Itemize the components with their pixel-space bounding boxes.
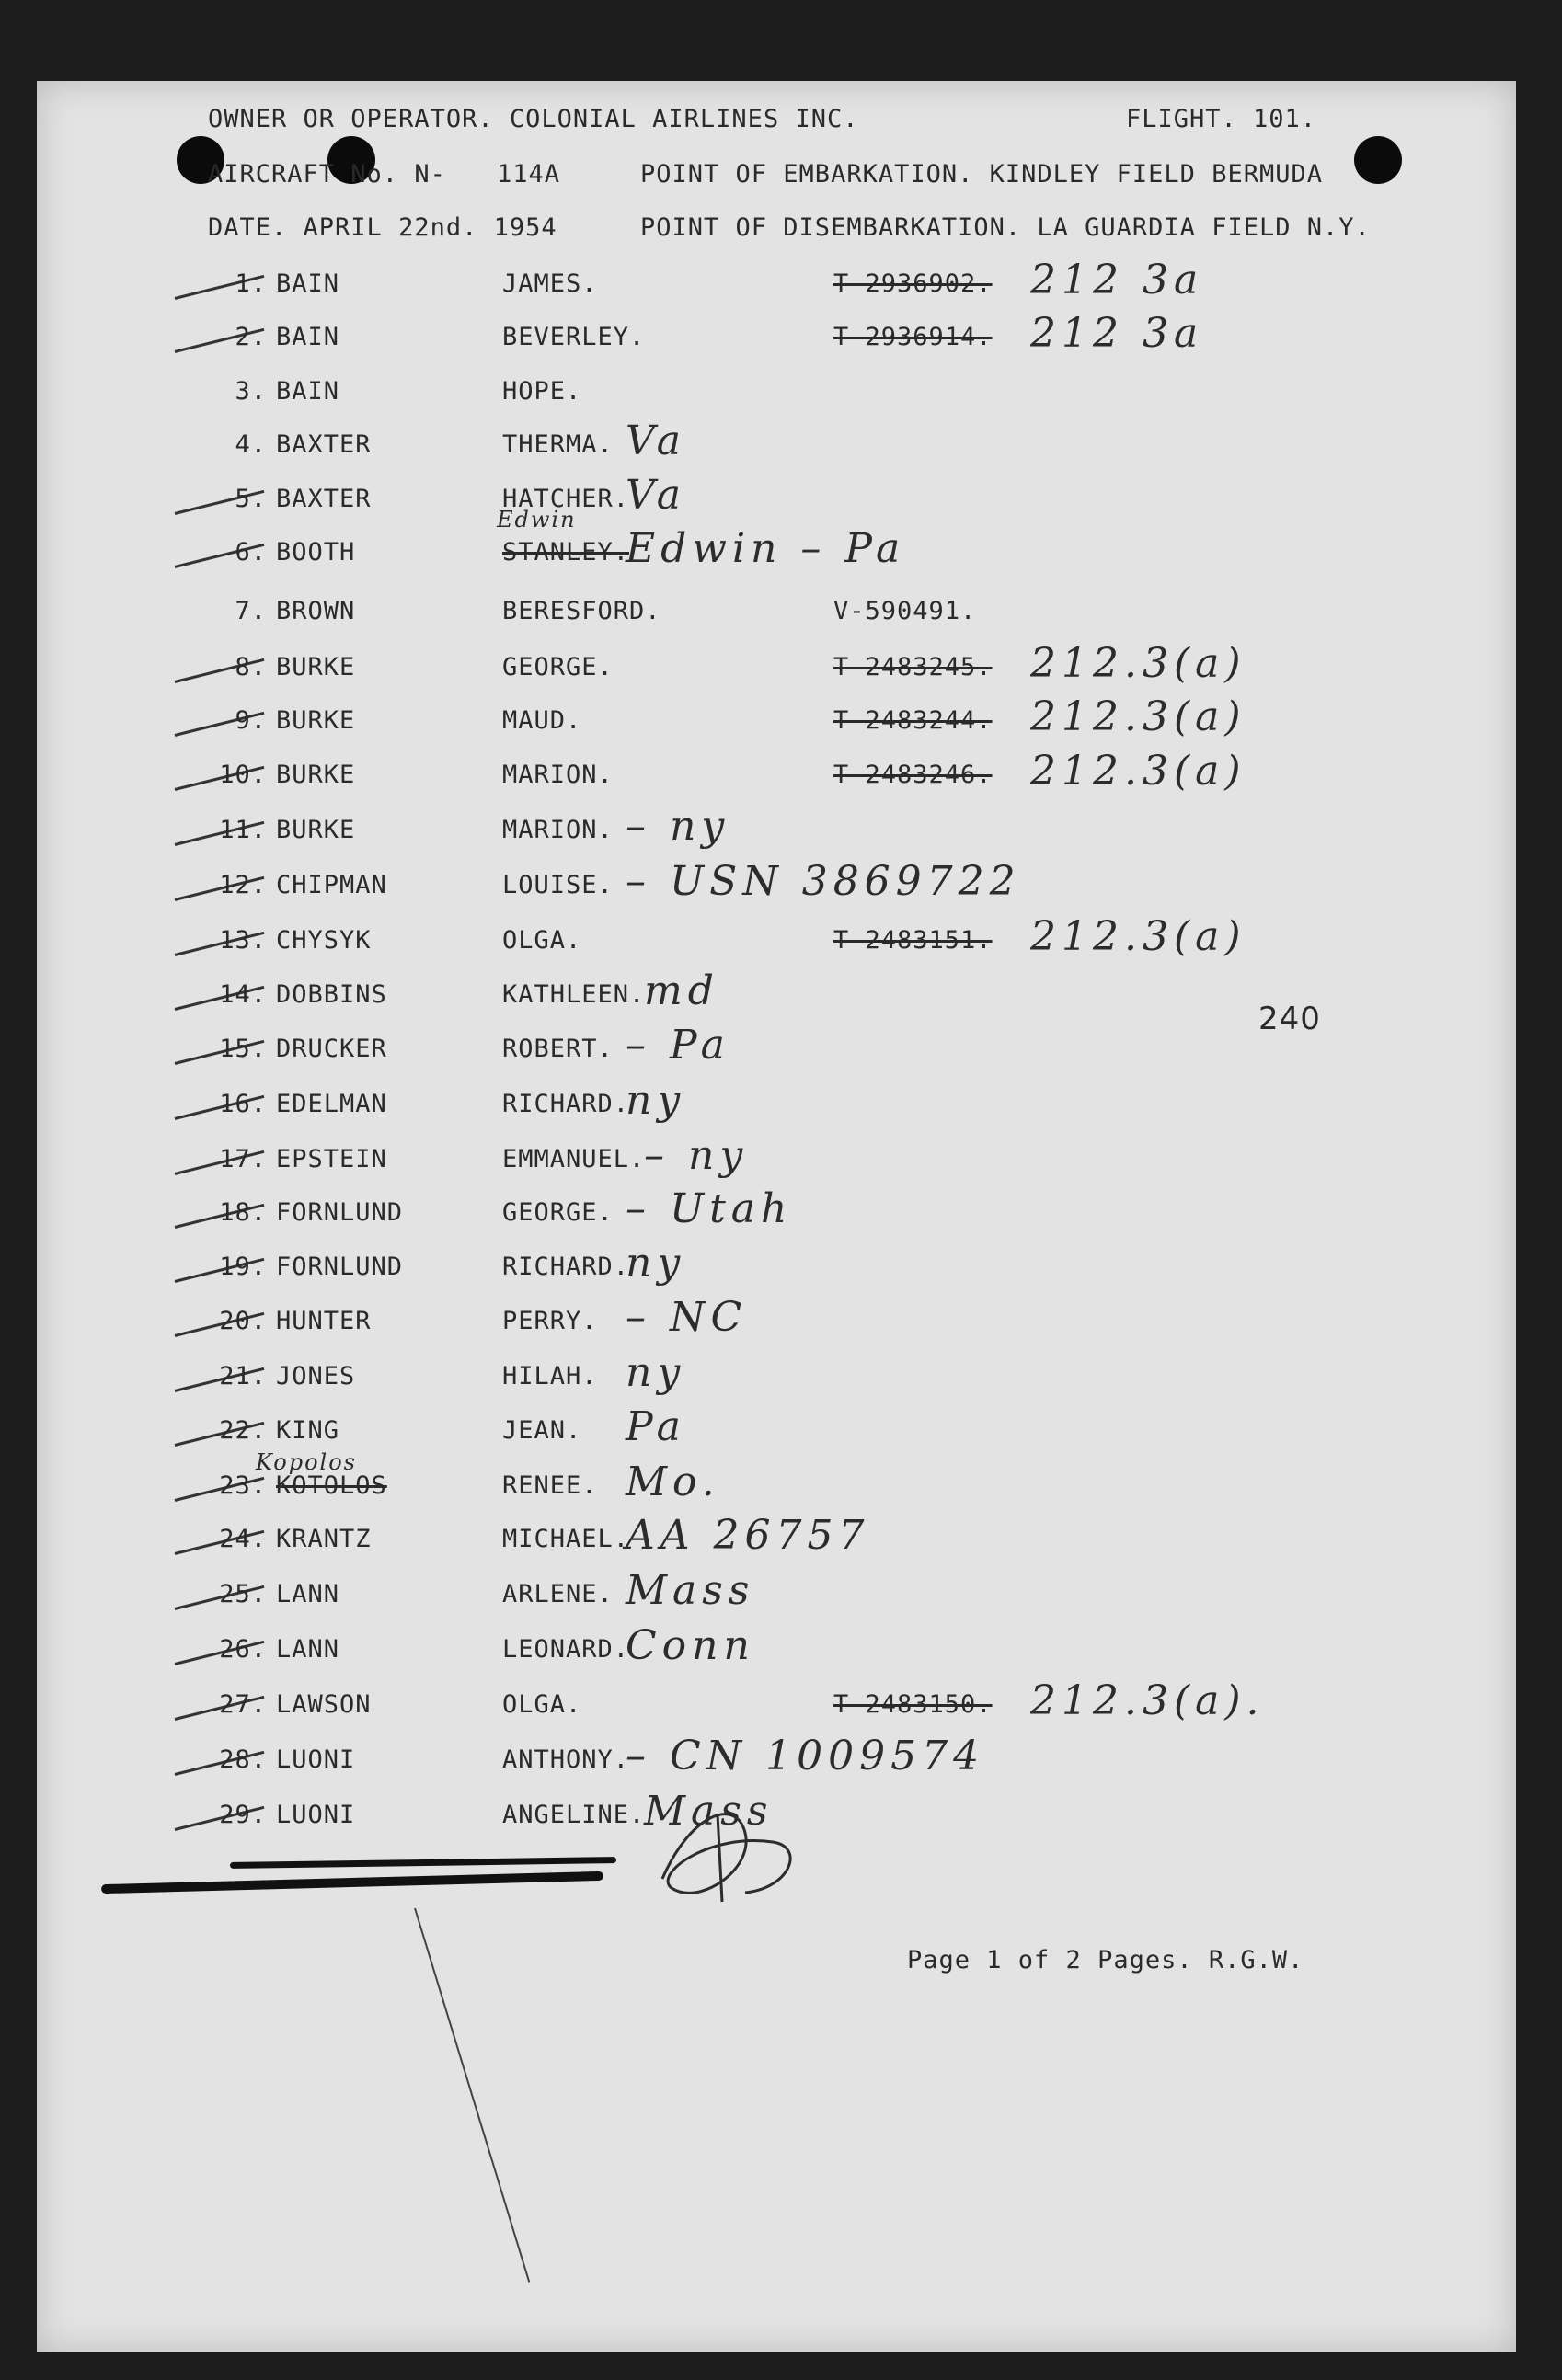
surname: CHIPMAN bbox=[276, 871, 387, 899]
given-name: BERESFORD. bbox=[502, 597, 661, 625]
row-number: 25. bbox=[219, 1580, 267, 1608]
given-name: HATCHER. bbox=[502, 485, 630, 513]
handwritten-note: Pa bbox=[626, 1403, 686, 1450]
flight-number: FLIGHT. 101. bbox=[1126, 105, 1317, 133]
manifest-page bbox=[37, 81, 1516, 2352]
surname: BAIN bbox=[276, 269, 340, 298]
given-name: MAUD. bbox=[502, 706, 582, 735]
given-name: HOPE. bbox=[502, 377, 582, 406]
handwritten-note: – CN 1009574 bbox=[626, 1733, 985, 1779]
surname: FORNLUND bbox=[276, 1198, 404, 1227]
given-name: MARION. bbox=[502, 761, 614, 789]
surname: DOBBINS bbox=[276, 980, 387, 1009]
surname: LAWSON bbox=[276, 1690, 372, 1719]
row-number: 12. bbox=[219, 871, 267, 899]
crossout-scribble bbox=[230, 1857, 616, 1869]
given-name: RICHARD. bbox=[502, 1253, 630, 1281]
given-name: JEAN. bbox=[502, 1416, 582, 1445]
given-name: HILAH. bbox=[502, 1362, 598, 1390]
row-number: 15. bbox=[219, 1035, 267, 1063]
surname: LANN bbox=[276, 1635, 340, 1664]
row-number: 19. bbox=[219, 1253, 267, 1281]
handwritten-note: 212.3(a). bbox=[1030, 1677, 1265, 1724]
handwritten-note: – NC bbox=[626, 1294, 748, 1341]
surname: KING bbox=[276, 1416, 340, 1445]
embarkation-point: POINT OF EMBARKATION. KINDLEY FIELD BERMUDA bbox=[640, 160, 1323, 189]
row-number: 20. bbox=[219, 1307, 267, 1335]
handwritten-note: Mo. bbox=[626, 1459, 720, 1505]
surname: CHYSYK bbox=[276, 926, 372, 955]
row-number: 7. bbox=[235, 597, 267, 625]
surname: BURKE bbox=[276, 653, 356, 681]
given-name: PERRY. bbox=[502, 1307, 598, 1335]
handwritten-note: Conn bbox=[626, 1622, 755, 1669]
row-number: 29. bbox=[219, 1801, 267, 1829]
given-name: EMMANUEL. bbox=[502, 1145, 646, 1173]
given-name: GEORGE. bbox=[502, 1198, 614, 1227]
row-number: 1. bbox=[235, 269, 267, 298]
row-number: 8. bbox=[235, 653, 267, 681]
handwritten-note: 212.3(a) bbox=[1030, 913, 1246, 960]
given-name: MARION. bbox=[502, 816, 614, 844]
handwritten-note: Va bbox=[626, 418, 686, 464]
row-number: 21. bbox=[219, 1362, 267, 1390]
handwritten-note: Edwin – Pa bbox=[626, 525, 906, 572]
handwritten-note: 212.3(a) bbox=[1030, 640, 1246, 687]
kotolos-surname-correction: Kopolos bbox=[256, 1449, 357, 1475]
handwritten-note: AA 26757 bbox=[626, 1512, 870, 1559]
given-name: THERMA. bbox=[502, 430, 614, 459]
given-name: MICHAEL. bbox=[502, 1525, 630, 1553]
crossout-scribble bbox=[101, 1871, 603, 1894]
document-number: T-2936902. bbox=[833, 269, 993, 298]
row-number: 24. bbox=[219, 1525, 267, 1553]
handwritten-note: 212.3(a) bbox=[1030, 748, 1246, 795]
surname: BOOTH bbox=[276, 538, 356, 566]
document-number: T-2483150. bbox=[833, 1690, 993, 1719]
handwritten-note: 212 3a bbox=[1030, 310, 1204, 357]
aircraft-label: AIRCRAFT No. N- bbox=[208, 160, 446, 189]
surname: EPSTEIN bbox=[276, 1145, 387, 1173]
given-name: ROBERT. bbox=[502, 1035, 614, 1063]
given-name: STANLEY. bbox=[502, 538, 630, 566]
given-name: LEONARD. bbox=[502, 1635, 630, 1664]
document-number: V-590491. bbox=[833, 597, 977, 625]
handwritten-note: 212.3(a) bbox=[1030, 693, 1246, 740]
row-number: 3. bbox=[235, 377, 267, 406]
row-number: 18. bbox=[219, 1198, 267, 1227]
given-name: OLGA. bbox=[502, 1690, 582, 1719]
document-number: T-2483151. bbox=[833, 926, 993, 955]
surname: DRUCKER bbox=[276, 1035, 387, 1063]
handwritten-note: Mass bbox=[626, 1567, 755, 1614]
document-number: T-2483244. bbox=[833, 706, 993, 735]
disembarkation-point: POINT OF DISEMBARKATION. LA GUARDIA FIELD N.Y. bbox=[640, 213, 1371, 242]
surname: BURKE bbox=[276, 761, 356, 789]
surname: BAXTER bbox=[276, 485, 372, 513]
surname: BAXTER bbox=[276, 430, 372, 459]
handwritten-note: ny bbox=[626, 1349, 686, 1396]
handwritten-note: ny bbox=[626, 1077, 686, 1124]
document-number: T-2483245. bbox=[833, 653, 993, 681]
given-name: LOUISE. bbox=[502, 871, 614, 899]
surname: KOTOLOS bbox=[276, 1471, 387, 1500]
given-name: GEORGE. bbox=[502, 653, 614, 681]
row-number: 28. bbox=[219, 1745, 267, 1774]
surname: LUONI bbox=[276, 1745, 356, 1774]
given-name: OLGA. bbox=[502, 926, 582, 955]
given-name: KATHLEEN. bbox=[502, 980, 646, 1009]
row-number: 6. bbox=[235, 538, 267, 566]
aircraft-number: 114A bbox=[497, 160, 561, 189]
row-number: 11. bbox=[219, 816, 267, 844]
given-name: BEVERLEY. bbox=[502, 323, 646, 351]
given-name: JAMES. bbox=[502, 269, 598, 298]
row-number: 14. bbox=[219, 980, 267, 1009]
owner-line: OWNER OR OPERATOR. COLONIAL AIRLINES INC. bbox=[208, 105, 859, 133]
handwritten-note: Mass bbox=[644, 1788, 774, 1835]
document-number: T-2936914. bbox=[833, 323, 993, 351]
surname: HUNTER bbox=[276, 1307, 372, 1335]
handwritten-note: – ny bbox=[626, 803, 730, 850]
handwritten-note: – USN 3869722 bbox=[626, 858, 1021, 905]
given-name: RICHARD. bbox=[502, 1090, 630, 1118]
handwritten-note: ny bbox=[626, 1240, 686, 1287]
handwritten-note: – Utah bbox=[626, 1185, 793, 1232]
handwritten-note: Va bbox=[626, 472, 686, 519]
surname: JONES bbox=[276, 1362, 356, 1390]
row-number: 26. bbox=[219, 1635, 267, 1664]
handwritten-note: 212 3a bbox=[1030, 257, 1204, 303]
row-number: 2. bbox=[235, 323, 267, 351]
surname: BURKE bbox=[276, 816, 356, 844]
page-number-note: 240 bbox=[1258, 1001, 1321, 1037]
surname: EDELMAN bbox=[276, 1090, 387, 1118]
row-number: 17. bbox=[219, 1145, 267, 1173]
surname: KRANTZ bbox=[276, 1525, 372, 1553]
surname: BURKE bbox=[276, 706, 356, 735]
surname: BAIN bbox=[276, 377, 340, 406]
booth-given-name-correction: Edwin bbox=[497, 507, 577, 532]
page-footer: Page 1 of 2 Pages. R.G.W. bbox=[907, 1946, 1304, 1974]
surname: FORNLUND bbox=[276, 1253, 404, 1281]
row-number: 4. bbox=[235, 430, 267, 459]
given-name: ANGELINE. bbox=[502, 1801, 646, 1829]
row-number: 13. bbox=[219, 926, 267, 955]
handwritten-note: – Pa bbox=[626, 1022, 730, 1069]
row-number: 22. bbox=[219, 1416, 267, 1445]
row-number: 16. bbox=[219, 1090, 267, 1118]
document-number: T-2483246. bbox=[833, 761, 993, 789]
row-number: 10. bbox=[219, 761, 267, 789]
flight-date: DATE. APRIL 22nd. 1954 bbox=[208, 213, 557, 242]
surname: LUONI bbox=[276, 1801, 356, 1829]
row-number: 9. bbox=[235, 706, 267, 735]
handwritten-note: md bbox=[644, 967, 719, 1014]
given-name: ANTHONY. bbox=[502, 1745, 630, 1774]
surname: LANN bbox=[276, 1580, 340, 1608]
surname: BROWN bbox=[276, 597, 356, 625]
punch-hole bbox=[1354, 136, 1402, 184]
signature-mark bbox=[635, 1778, 819, 1916]
given-name: ARLENE. bbox=[502, 1580, 614, 1608]
row-number: 23. bbox=[219, 1471, 267, 1500]
row-number: 5. bbox=[235, 485, 267, 513]
surname: BAIN bbox=[276, 323, 340, 351]
handwritten-note: – ny bbox=[644, 1132, 749, 1179]
row-number: 27. bbox=[219, 1690, 267, 1719]
given-name: RENEE. bbox=[502, 1471, 598, 1500]
